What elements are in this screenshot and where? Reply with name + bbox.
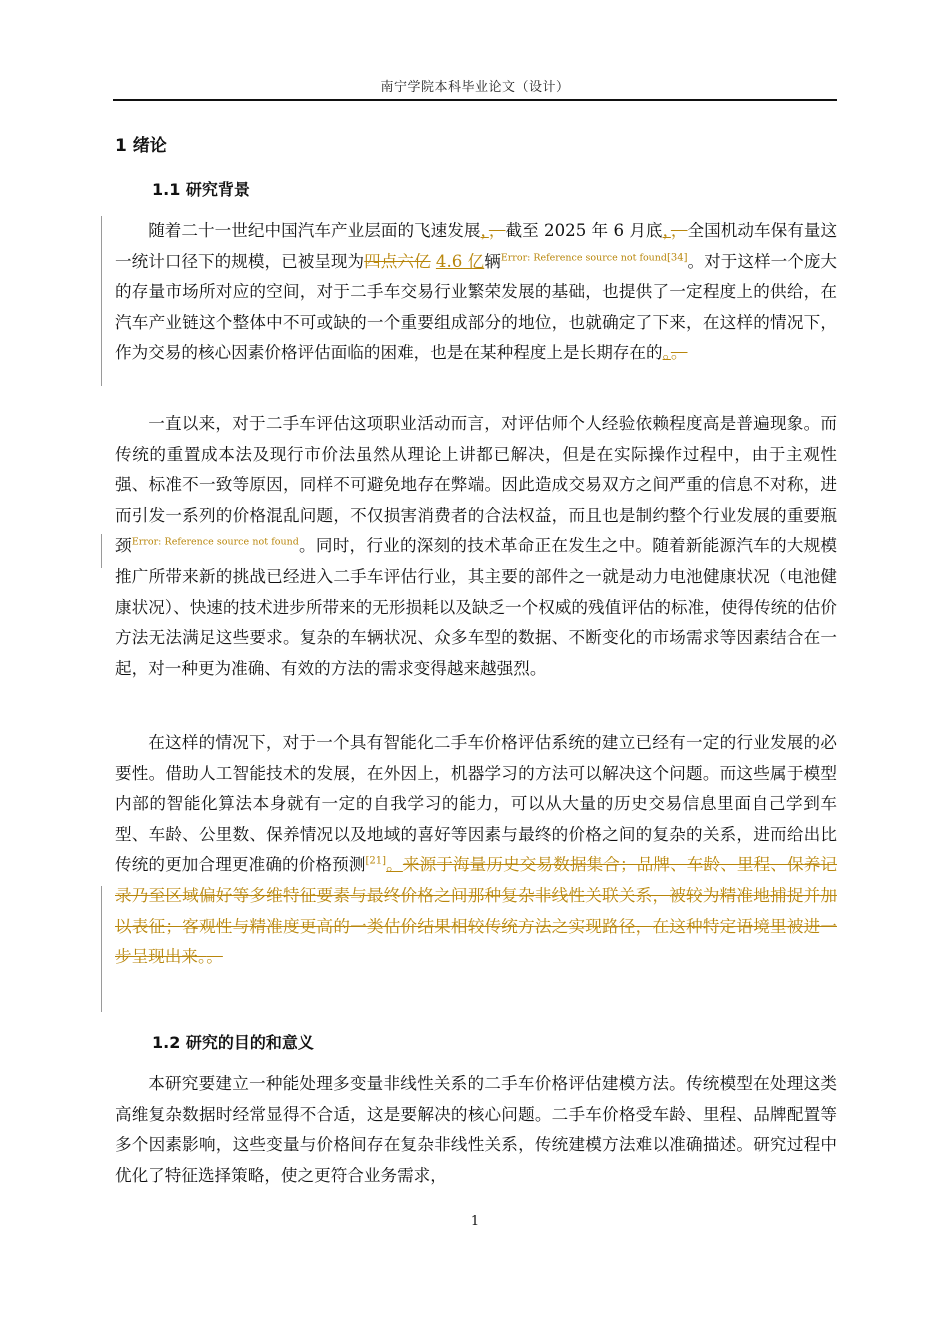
deleted-text: ， (488, 221, 506, 240)
text: 在这样的情况下，对于一个具有智能化二手车价格评估系统的建立已经有一定的行业发展的必要性。借助人工智能技术的发展，在外因上，机器学习的方法可以解决这个问题。而这些属于模型内部的智能化算法本身就有一定的自我学习的能力，可以从大量的历史交易信息里面自己学到车型、车龄、公里数、保养情况以及地域的喜好等因素与最终的价格之间的复杂的关系，进而给出比传统的更加合理更准确的价格预测 (115, 733, 837, 875)
page-header: 南宁学院本科毕业论文（设计） (380, 80, 570, 95)
inserted-text: 4.6 亿 (435, 251, 485, 271)
paragraph-2 (115, 409, 837, 684)
header-rule (113, 99, 837, 101)
inserted-text: ， (662, 221, 671, 240)
change-bar (101, 886, 102, 1012)
page-number: 1 (470, 1214, 480, 1229)
change-bar (101, 216, 102, 386)
paragraph-3 (115, 728, 837, 973)
text: 全国机动车保有量这一统计口径下的规模，已被呈现为 (115, 221, 838, 271)
inserted-text: ， (480, 221, 489, 240)
citation-marker: [34] (667, 252, 688, 264)
heading-1-1: 1.1 研究背景 (152, 180, 250, 199)
inserted-text: 。 (662, 343, 671, 363)
text: 辆 (484, 251, 501, 271)
deleted-text: 。 (206, 947, 223, 967)
text: 随着二十一世纪中国汽车产业层面的飞速发展 (148, 221, 481, 240)
text: 。对于这样一个庞大的存量市场所对应的空间，对于二手车交易行业繁荣发展的基础，也提供了一定程度上的供给，在汽车产业链这个整体中不可或缺的一个重要组成部分的地位，也就确定了下来，在这样的情况下，作为交易的核心因素价格评估面临的困难，也是在某种程度上是长期存在的 (115, 251, 838, 363)
deleted-text: ， (670, 221, 688, 240)
text: 。同时，行业的深刻的技术革命正在发生之中。随着新能源汽车的大规模推广所带来新的挑战已经进入二手车评估行业，其主要的部件之一就是动力电池健康状况（电池健康状况）、快速的技术进步所带来的无形损耗以及缺乏一个权威的残值评估的标准，使得传统的估价方法无法满足这些要求。复杂的车辆状况、众多车型的数据、不断变化的市场需求等因素结合在一起，对一种更为准确、有效的方法的需求变得越来越强烈。 (115, 536, 838, 678)
text: 本研究要建立一种能处理多变量非线性关系的二手车价格评估建模方法。传统模型在处理这类高维复杂数据时经常显得不合适，这是要解决的核心问题。二手车价格受车龄、里程、品牌配置等多个因素影响，这些变量与价格间存在复杂非线性关系，传统建模方法难以准确描述。研究过程中优化了特征选择策略，使之更符合业务需求， (115, 1074, 837, 1185)
heading-1-2: 1.2 研究的目的和意义 (152, 1033, 314, 1052)
citation-marker: [21] (365, 855, 387, 867)
inserted-text: 。 (386, 855, 403, 875)
text: 一直以来，对于二手车评估这项职业活动而言，对评估师个人经验依赖程度高是普遍现象。而传统的重置成本法及现行市价法虽然从理论上讲都已解决，但是在实际操作过程中，由于主观性强、标准不一致等原因，同样不可避免地存在弊端。因此造成交易双方之间严重的信息不对称，进而引发一系列的价格混乱问题，不仅损害消费者的合法权益，而且也是制约整个行业发展的重要瓶颈 (115, 414, 837, 556)
deleted-text: 。 (670, 343, 688, 363)
change-bar (101, 534, 102, 568)
paragraph-1 (115, 216, 837, 369)
text: 截至 2025 年 6 月底 (505, 221, 663, 240)
reference-error-field: Error: Reference source not found (131, 536, 299, 548)
heading-1: 1 绪论 (115, 136, 167, 156)
paragraph-4 (115, 1069, 837, 1191)
reference-error-field: Error: Reference source not found (500, 252, 667, 264)
deleted-text: 四点六亿 (364, 251, 431, 271)
deleted-text: 来源于海量历史交易数据集合；品牌、车龄、里程、保养记录乃至区域偏好等多维特征要素与最终价格之间那种复杂非线性关联关系，被较为精准地捕捉并加以表征；客观性与精准度更高的一类估价结果相较传统方法之实现路径，在这种特定语境里被进一步呈现出来。 (115, 855, 838, 967)
